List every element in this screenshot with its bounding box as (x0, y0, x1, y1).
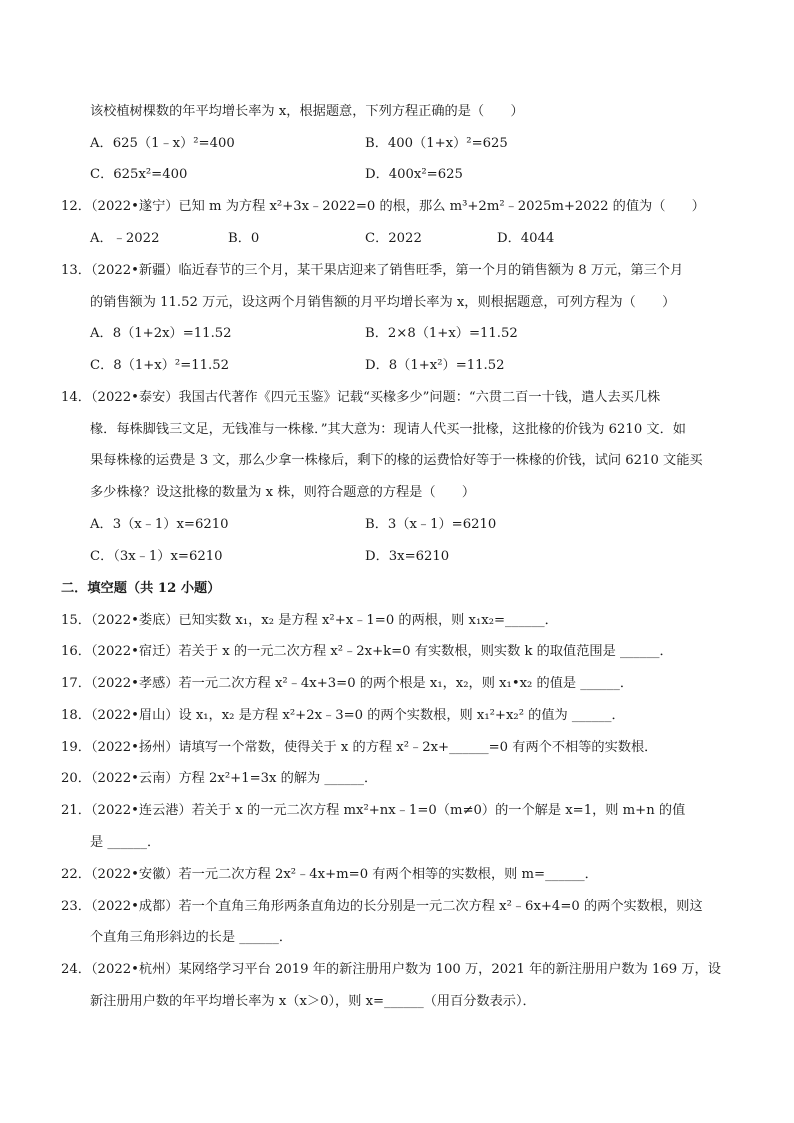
question-12-option-a: A．﹣2022 (90, 231, 160, 246)
question-23-line1: 23．（2022•成都）若一个直角三角形两条直角边的长分别是一元二次方程 x²﹣6x+4=0 的两个实数根，则这 (61, 899, 703, 914)
question-13-stem-line2: 的销售额为 11.52 万元，设这两个月销售额的月平均增长率为 x，则根据题意，可列方程为（ ） (90, 295, 676, 310)
question-14-stem-line3: 果每株椽的运费是 3 文，那么少拿一株椽后，剩下的椽的运费恰好等于一株椽的价钱，试问 6210 文能买 (90, 453, 703, 468)
question-14-option-b: B．3（x﹣1）=6210 (365, 517, 497, 532)
question-12-option-d: D．4044 (497, 231, 555, 246)
question-16: 16．（2022•宿迁）若关于 x 的一元二次方程 x²﹣2x+k=0 有实数根，则实数 k 的取值范围是 ______． (61, 644, 673, 659)
question-13-option-c: C．8（1+x）²=11.52 (90, 358, 230, 373)
question-24-line2: 新注册用户数的年平均增长率为 x（x＞0），则 x=______（用百分数表示）． (90, 994, 536, 1009)
question-14-option-a: A．3（x﹣1）x=6210 (90, 517, 229, 532)
question-11-option-c: C．625x²=400 (90, 167, 188, 182)
question-12-stem: 12．（2022•遂宁）已知 m 为方程 x²+3x﹣2022=0 的根，那么 m³+2m²﹣2025m+2022 的值为（ ） (61, 199, 705, 214)
question-24-line1: 24．（2022•杭州）某网络学习平台 2019 年的新注册用户数为 100 万，2021 年的新注册用户数为 169 万，设 (61, 962, 721, 977)
question-11-stem: 该校植树棵数的年平均增长率为 x，根据题意，下列方程正确的是（ ） (90, 104, 524, 119)
question-14-option-d: D．3x=6210 (365, 549, 450, 564)
question-21-line2: 是 ______． (90, 835, 161, 850)
question-11-option-b: B．400（1+x）²=625 (365, 136, 508, 151)
question-14-stem-line1: 14．（2022•泰安）我国古代著作《四元玉鉴》记载“买椽多少”问题：“六贯二百一十钱，遣人去买几株 (61, 390, 661, 405)
question-13-option-b: B．2×8（1+x）=11.52 (365, 326, 518, 341)
question-21-line1: 21．（2022•连云港）若关于 x 的一元二次方程 mx²+nx﹣1=0（m≠0）的一个解是 x=1，则 m+n 的值 (61, 803, 686, 818)
question-12-option-c: C．2022 (365, 231, 422, 246)
question-11-option-a: A．625（1﹣x）²=400 (90, 136, 235, 151)
question-23-line2: 个直角三角形斜边的长是 ______． (90, 930, 293, 945)
question-14-stem-line4: 多少株椽？设这批椽的数量为 x 株，则符合题意的方程是（ ） (90, 485, 476, 500)
question-12-option-b: B．0 (228, 231, 260, 246)
question-18: 18．（2022•眉山）设 x₁，x₂ 是方程 x²+2x﹣3=0 的两个实数根，则 x₁²+x₂² 的值为 ______． (61, 708, 625, 723)
question-13-option-a: A．8（1+2x）=11.52 (90, 326, 232, 341)
question-17: 17．（2022•孝感）若一元二次方程 x²﹣4x+3=0 的两个根是 x₁，x₂，则 x₁•x₂ 的值是 ______． (61, 676, 634, 691)
question-20: 20．（2022•云南）方程 2x²+1=3x 的解为 ______． (61, 771, 378, 786)
section-title-fill-blank: 二．填空题（共 12 小题） (61, 581, 221, 596)
question-19: 19．（2022•扬州）请填写一个常数，使得关于 x 的方程 x²﹣2x+______=0 有两个不相等的实数根． (61, 740, 658, 755)
question-22: 22．（2022•安徽）若一元二次方程 2x²﹣4x+m=0 有两个相等的实数根，则 m=______． (61, 867, 598, 882)
question-13-stem-line1: 13．（2022•新疆）临近春节的三个月，某干果店迎来了销售旺季，第一个月的销售额为 8 万元，第三个月 (61, 263, 684, 278)
question-11-option-d: D．400x²=625 (365, 167, 463, 182)
question-14-option-c: C．（3x﹣1）x=6210 (90, 549, 223, 564)
question-13-option-d: D．8（1+x²）=11.52 (365, 358, 505, 373)
question-14-stem-line2: 椽．每株脚钱三文足，无钱准与一株椽．”其大意为：现请人代买一批椽，这批椽的价钱为 6210 文．如 (90, 422, 686, 437)
question-15: 15．（2022•娄底）已知实数 x₁，x₂ 是方程 x²+x﹣1=0 的两根，则 x₁x₂=______． (61, 613, 558, 628)
